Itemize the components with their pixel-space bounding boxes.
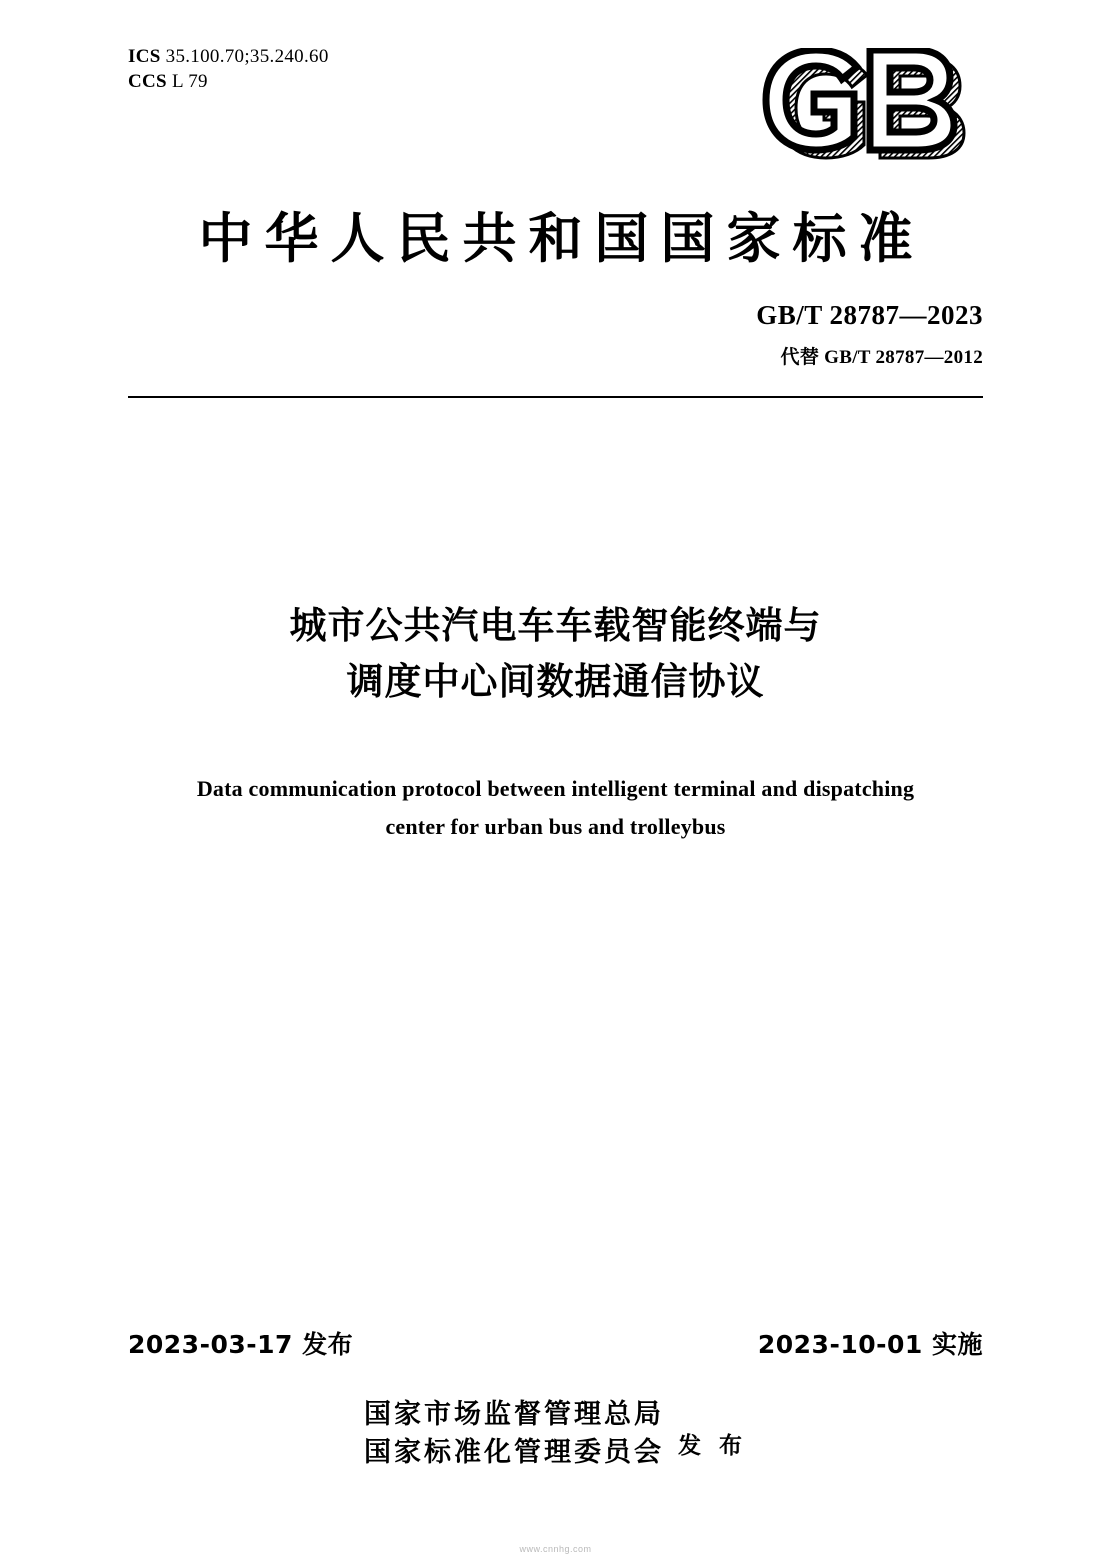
- header-divider: [128, 396, 983, 398]
- document-title-en-line1: Data communication protocol between intelligent terminal and dispatching: [196, 776, 915, 801]
- ccs-line: [128, 69, 329, 94]
- document-title-cn: [0, 598, 1111, 710]
- standard-number: GB/T 28787—2023: [756, 300, 983, 330]
- national-standard-title: 中华人民共和国国家标准: [198, 207, 925, 270]
- implementation-date: 2023-10-01 实施: [757, 1330, 983, 1359]
- publisher-block: [0, 1396, 1111, 1472]
- document-title-cn-line1: 城市公共汽电车车载智能终端与: [289, 604, 822, 647]
- ccs-label: CCS: [128, 71, 167, 92]
- gb-emblem-icon: [758, 48, 983, 168]
- ics-line: [128, 44, 329, 69]
- ccs-value: L 79: [171, 71, 208, 92]
- ics-label: ICS: [128, 46, 161, 67]
- issue-date: 2023-03-17 发布: [128, 1330, 354, 1359]
- standard-replaces: 代替 GB/T 28787—2012: [780, 347, 983, 368]
- document-title-en-line2: center for urban bus and trolleybus: [385, 814, 726, 839]
- ics-ccs-block: [128, 44, 329, 94]
- publisher-names: [364, 1396, 664, 1472]
- document-title-cn-line2: 调度中心间数据通信协议: [346, 660, 765, 703]
- document-title-en: [150, 770, 961, 846]
- publisher-name-line2: 国家标准化管理委员会: [363, 1437, 664, 1468]
- publisher-verb: 发 布: [677, 1432, 747, 1459]
- publisher-name-line1: 国家市场监督管理总局: [363, 1399, 664, 1430]
- footer-watermark-url: www.cnnhg.com: [519, 1544, 592, 1554]
- ics-value: 35.100.70;35.240.60: [165, 46, 329, 67]
